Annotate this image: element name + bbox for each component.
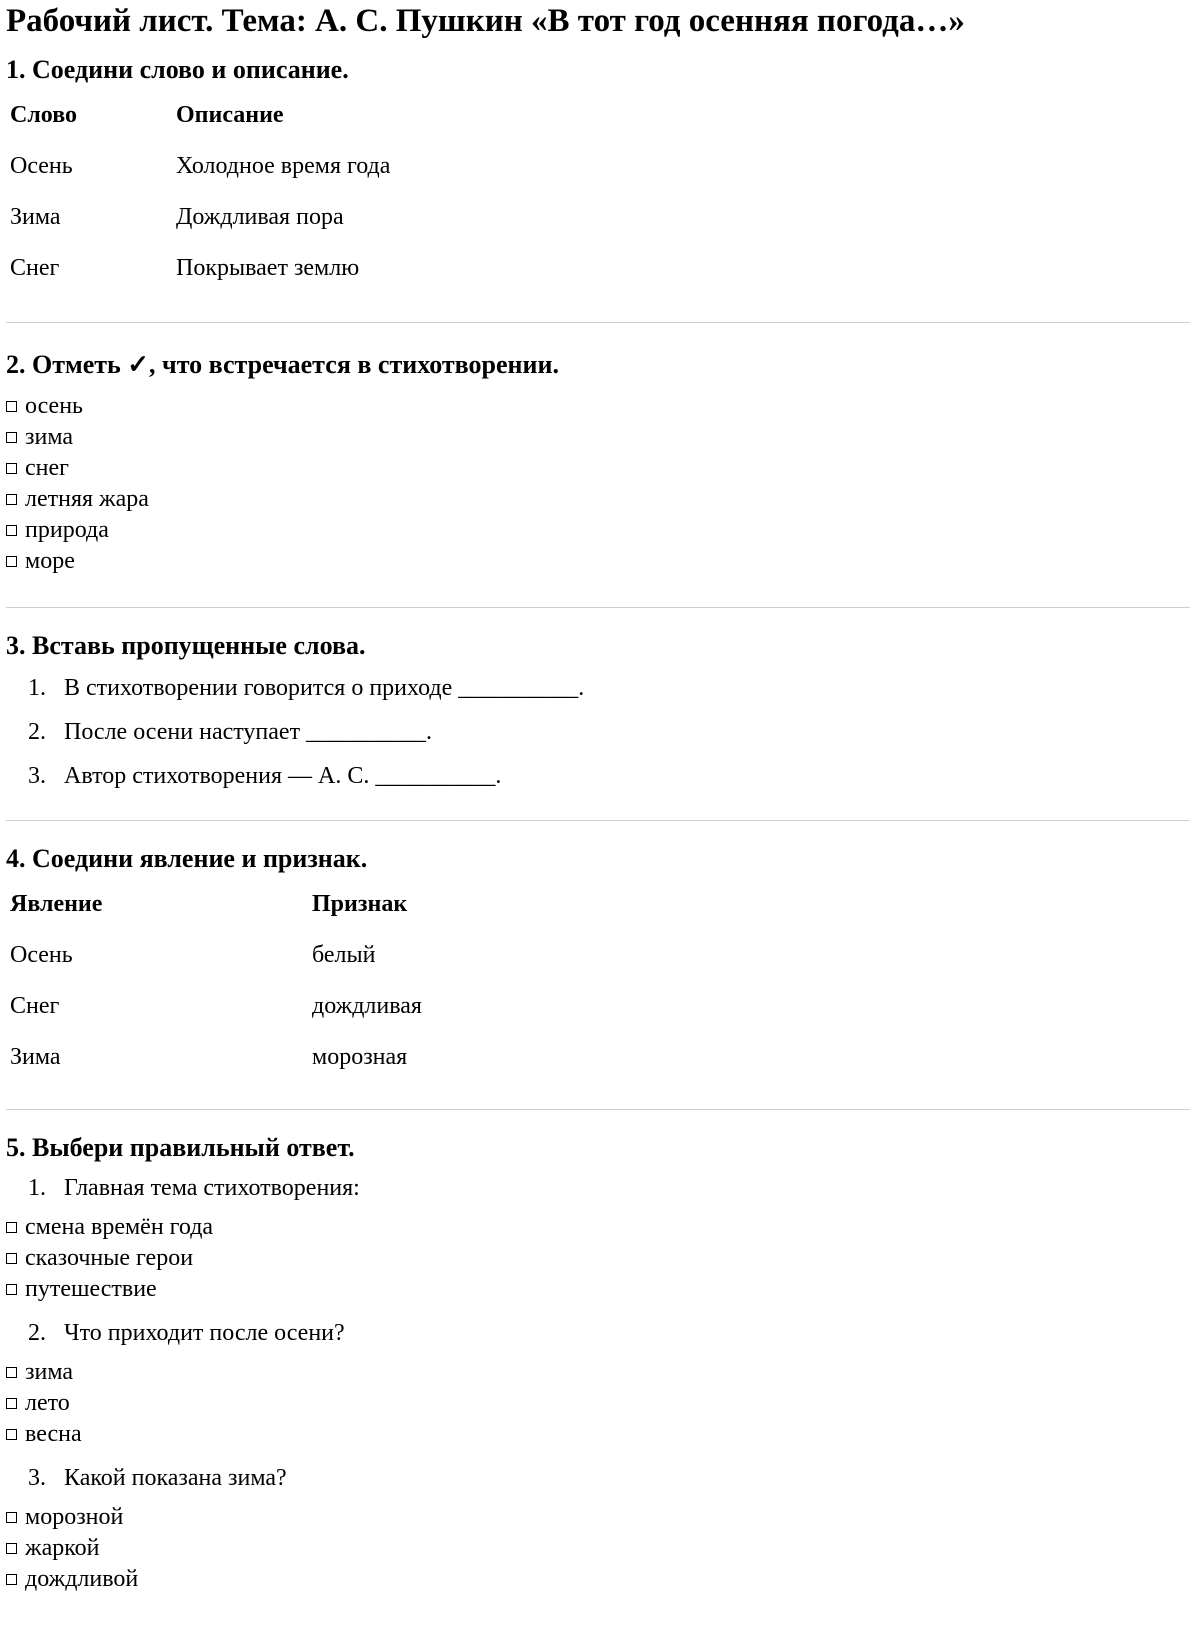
answer-options [6, 1502, 1190, 1595]
table-cell-word: Снег [10, 255, 60, 281]
table-header-row [6, 879, 426, 930]
task-3-heading: 3. Вставь пропущенные слова. [6, 631, 366, 660]
table-cell-word: Осень [10, 153, 73, 179]
column-header-phenomenon: Явление [10, 891, 103, 917]
checkbox-option[interactable] [6, 1243, 1190, 1274]
task-3 [6, 608, 1190, 798]
table-row [6, 192, 394, 243]
question-item [6, 1166, 1190, 1210]
item-text: После осени наступает __________. [64, 719, 433, 745]
checkbox-option[interactable] [6, 1357, 1190, 1388]
answer-options [6, 1357, 1190, 1450]
question-text: Что приходит после осени? [64, 1320, 345, 1346]
checkbox-icon[interactable] [6, 1429, 17, 1440]
option-label: морозной [25, 1504, 124, 1530]
task-1 [6, 40, 1190, 294]
column-header-sign: Признак [312, 891, 408, 917]
table-header-row [6, 90, 394, 141]
option-label: смена времён года [25, 1214, 214, 1240]
option-label: снег [25, 455, 69, 481]
question-text: Главная тема стихотворения: [64, 1175, 360, 1201]
table-cell-sign: дождливая [312, 993, 422, 1019]
item-number: 1. [28, 675, 46, 701]
task-2 [6, 323, 1190, 577]
option-label: весна [25, 1421, 82, 1447]
question-text: Какой показана зима? [64, 1465, 287, 1491]
table-cell-sign: белый [312, 942, 376, 968]
item-text: В стихотворении говорится о приходе __________. [64, 675, 585, 701]
checkbox-icon[interactable] [6, 1367, 17, 1378]
table-cell-phenomenon: Осень [10, 942, 73, 968]
table-cell-description: Холодное время года [176, 153, 391, 179]
table-cell-description: Покрывает землю [176, 255, 360, 281]
task-5 [6, 1110, 1190, 1595]
item-text: Автор стихотворения — А. С. __________. [64, 763, 502, 789]
checkbox-option[interactable] [6, 1564, 1190, 1595]
checkbox-option[interactable] [6, 1212, 1190, 1243]
option-label: жаркой [25, 1535, 100, 1561]
column-header-word: Слово [10, 102, 77, 128]
question-number: 2. [28, 1320, 46, 1346]
item-number: 3. [28, 763, 46, 789]
checkbox-icon[interactable] [6, 1253, 17, 1264]
answer-options [6, 1212, 1190, 1305]
table-row [6, 1032, 426, 1083]
table-row [6, 981, 426, 1032]
checkbox-option[interactable] [6, 1533, 1190, 1564]
checkbox-icon[interactable] [6, 1574, 17, 1585]
option-label: зима [25, 424, 73, 450]
task-1-heading: 1. Соедини слово и описание. [6, 55, 349, 84]
word-description-table [6, 90, 394, 294]
task-5-heading: 5. Выбери правильный ответ. [6, 1133, 355, 1162]
checkbox-icon[interactable] [6, 1512, 17, 1523]
question-number: 3. [28, 1465, 46, 1491]
table-cell-description: Дождливая пора [176, 204, 344, 230]
list-item [6, 754, 1190, 798]
checkbox-option[interactable] [6, 546, 1190, 577]
checkbox-list [6, 391, 1190, 577]
list-item [6, 666, 1190, 710]
checkbox-icon[interactable] [6, 463, 17, 474]
option-label: море [25, 548, 75, 574]
phenomenon-sign-table [6, 879, 426, 1083]
checkbox-option[interactable] [6, 515, 1190, 546]
option-label: зима [25, 1359, 73, 1385]
checkbox-option[interactable] [6, 1388, 1190, 1419]
option-label: осень [25, 393, 83, 419]
checkbox-icon[interactable] [6, 556, 17, 567]
option-label: дождливой [25, 1566, 139, 1592]
checkbox-icon[interactable] [6, 1284, 17, 1295]
task-2-heading: 2. Отметь ✓, что встречается в стихотворении. [6, 350, 559, 379]
table-cell-sign: морозная [312, 1044, 408, 1070]
checkbox-option[interactable] [6, 484, 1190, 515]
table-row [6, 243, 394, 294]
table-cell-word: Зима [10, 204, 61, 230]
checkbox-icon[interactable] [6, 401, 17, 412]
item-number: 2. [28, 719, 46, 745]
option-label: летняя жара [25, 486, 149, 512]
checkbox-option[interactable] [6, 391, 1190, 422]
task-4 [6, 821, 1190, 1083]
question-item [6, 1456, 1190, 1500]
checkbox-icon[interactable] [6, 1222, 17, 1233]
option-label: лето [25, 1390, 70, 1416]
table-cell-phenomenon: Зима [10, 1044, 61, 1070]
checkbox-option[interactable] [6, 1502, 1190, 1533]
table-cell-phenomenon: Снег [10, 993, 60, 1019]
column-header-description: Описание [176, 102, 284, 128]
task-4-heading: 4. Соедини явление и признак. [6, 844, 368, 873]
table-row [6, 930, 426, 981]
checkbox-option[interactable] [6, 422, 1190, 453]
page-title: Рабочий лист. Тема: А. С. Пушкин «В тот год осенняя погода…» [6, 3, 965, 39]
checkbox-icon[interactable] [6, 525, 17, 536]
checkbox-icon[interactable] [6, 1398, 17, 1409]
checkbox-option[interactable] [6, 1274, 1190, 1305]
option-label: путешествие [25, 1276, 157, 1302]
checkbox-icon[interactable] [6, 1543, 17, 1554]
checkbox-option[interactable] [6, 1419, 1190, 1450]
checkbox-option[interactable] [6, 453, 1190, 484]
table-row [6, 141, 394, 192]
list-item [6, 710, 1190, 754]
option-label: сказочные герои [25, 1245, 194, 1271]
question-number: 1. [28, 1175, 46, 1201]
checkbox-icon[interactable] [6, 494, 17, 505]
option-label: природа [25, 517, 109, 543]
fill-in-list [6, 666, 1190, 798]
question-item [6, 1311, 1190, 1355]
checkbox-icon[interactable] [6, 432, 17, 443]
